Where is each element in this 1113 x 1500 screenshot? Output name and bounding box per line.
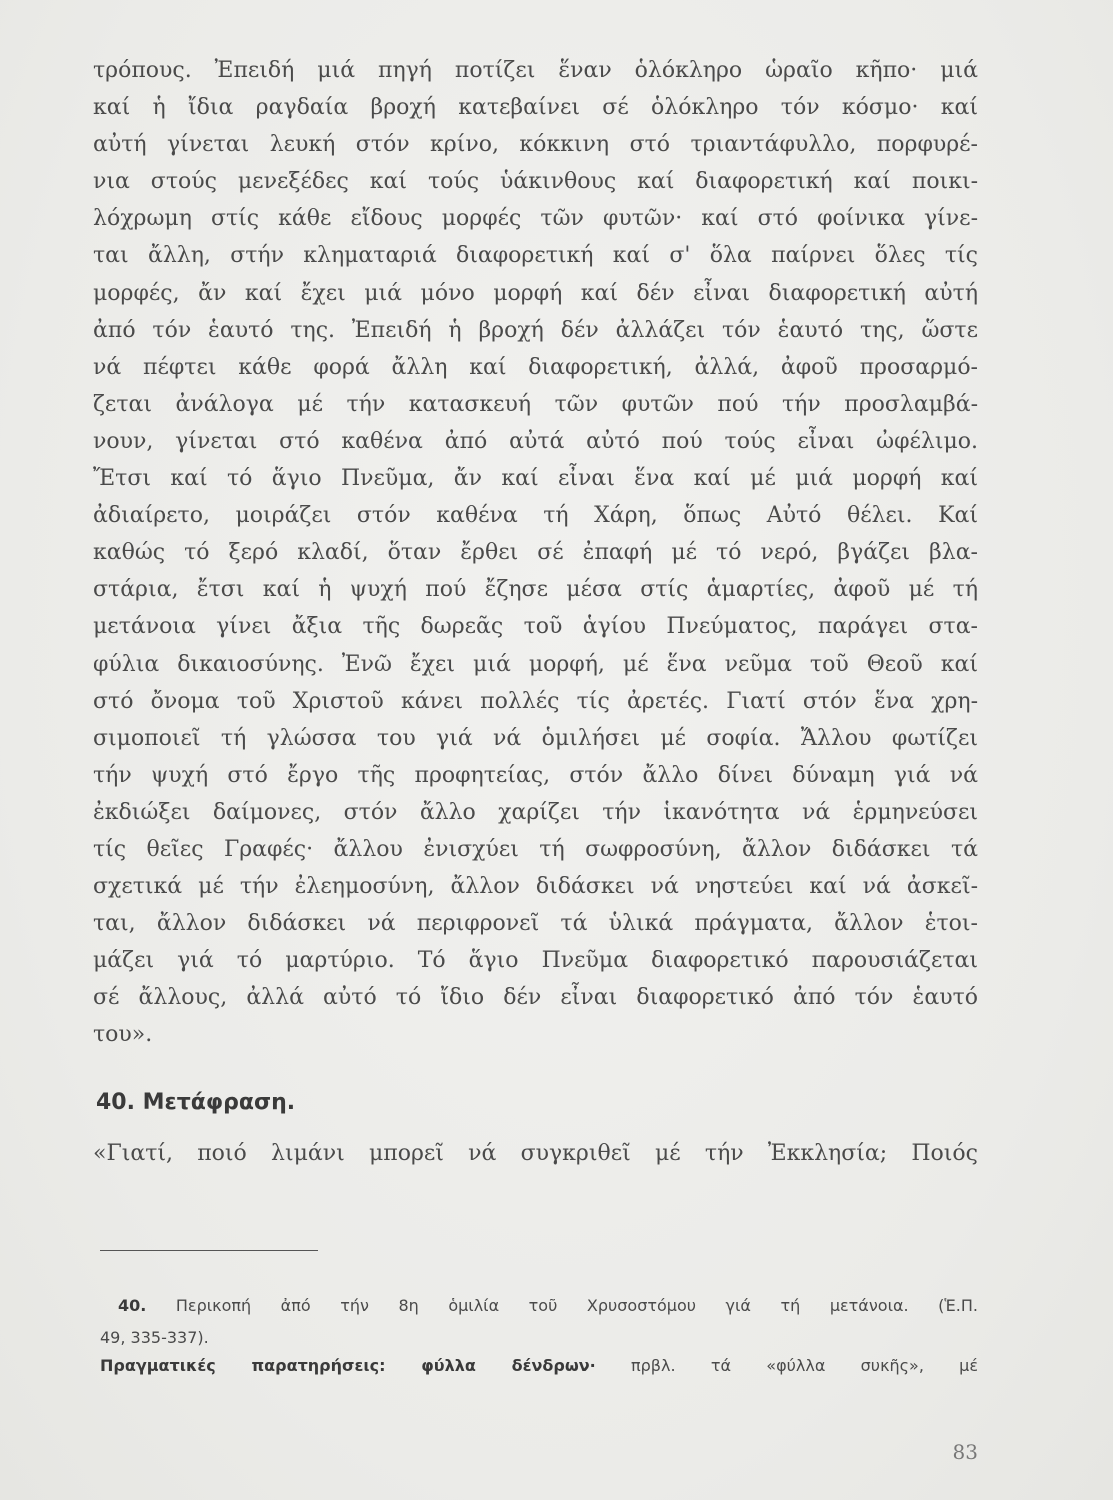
text-line: του». — [93, 1022, 153, 1048]
footnote-bold-label: Πραγματικές παρατηρήσεις: φύλλα δένδρων· — [100, 1356, 596, 1375]
footnote-text: Περικοπή ἀπό τήν 8η ὁμιλία τοῦ Χρυσοστόμου γιά τή μετάνοια. (Ἑ.Π. — [175, 1296, 978, 1315]
text-line: νά πέφτει κάθε φορά ἄλλη καί διαφορετική, ἀλλά, ἀφοῦ προσαρμό- — [93, 354, 978, 380]
text-line: φύλια δικαιοσύνης. Ἐνῶ ἔχει μιά μορφή, μέ ἕνα νεῦμα τοῦ Θεοῦ καί — [93, 651, 978, 677]
text-line: στό ὄνομα τοῦ Χριστοῦ κάνει πολλές τίς ἀρετές. Γιατί στόν ἕνα χρη- — [93, 688, 978, 714]
text-line: τήν ψυχή στό ἔργο τῆς προφητείας, στόν ἄλλο δίνει δύναμη γιά νά — [93, 762, 978, 788]
text-line: σιμοποιεῖ τή γλώσσα του γιά νά ὁμιλήσει μέ σοφία. Ἄλλου φωτίζει — [93, 725, 978, 751]
text-line: ἀπό τόν ἑαυτό της. Ἐπειδή ἡ βροχή δέν ἀλλάζει τόν ἑαυτό της, ὥστε — [93, 317, 978, 343]
footnote-line-2: 49, 335-337). — [100, 1328, 209, 1347]
footnote-number: 40. — [118, 1296, 147, 1315]
text-line: τίς θεῖες Γραφές· ἄλλου ἐνισχύει τή σωφροσύνη, ἄλλον διδάσκει τά — [93, 836, 978, 862]
text-line: μορφές, ἄν καί ἔχει μιά μόνο μορφή καί δέν εἶναι διαφορετική αὐτή — [93, 280, 978, 306]
text-line: ἀδιαίρετο, μοιράζει στόν καθένα τή Χάρη, ὅπως Αὐτό θέλει. Καί — [93, 503, 978, 529]
text-line: σέ ἄλλους, ἀλλά αὐτό τό ἴδιο δέν εἶναι διαφορετικό ἀπό τόν ἑαυτό — [93, 985, 978, 1011]
text-line: ται ἄλλη, στήν κληματαριά διαφορετική καί σ' ὅλα παίρνει ὅλες τίς — [93, 243, 978, 269]
section-intro-line: «Γιατί, ποιό λιμάνι μπορεῖ νά συγκριθεῖ μέ τήν Ἐκκλησία; Ποιός — [93, 1141, 978, 1166]
text-line: λόχρωμη στίς κάθε εἴδους μορφές τῶν φυτῶν· καί στό φοίνικα γίνε- — [93, 206, 978, 232]
text-line: καί ἡ ἴδια ραγδαία βροχή κατεβαίνει σέ ὁλόκληρο τόν κόσμο· καί — [93, 95, 978, 121]
text-line: ζεται ἀνάλογα μέ τήν κατασκευή τῶν φυτῶν πού τήν προσλαμβά- — [93, 391, 978, 417]
text-line: σχετικά μέ τήν ἐλεημοσύνη, ἄλλον διδάσκει νά νηστεύει καί νά ἀσκεῖ- — [93, 874, 978, 900]
footnote-line-3 — [100, 1356, 978, 1375]
section-heading: 40. Μετάφραση. — [96, 1090, 296, 1115]
text-line: νια στούς μενεξέδες καί τούς ὑάκινθους καί διαφορετική καί ποικι- — [93, 169, 978, 195]
text-line: ται, ἄλλον διδάσκει νά περιφρονεῖ τά ὑλικά πράγματα, ἄλλον ἑτοι- — [93, 911, 978, 937]
text-line: αὐτή γίνεται λευκή στόν κρίνο, κόκκινη στό τριαντάφυλλο, πορφυρέ- — [93, 132, 978, 158]
text-line: καθώς τό ξερό κλαδί, ὅταν ἔρθει σέ ἐπαφή μέ τό νερό, βγάζει βλα- — [93, 540, 978, 566]
page-number: 83 — [952, 1440, 978, 1464]
text-line: Ἔτσι καί τό ἅγιο Πνεῦμα, ἄν καί εἶναι ἕνα καί μέ μιά μορφή καί — [93, 466, 978, 492]
text-line: τρόπους. Ἐπειδή μιά πηγή ποτίζει ἕναν ὁλόκληρο ὡραῖο κῆπο· μιά — [93, 58, 978, 83]
body-text — [93, 52, 978, 1054]
text-line: ἐκδιώξει δαίμονες, στόν ἄλλο χαρίζει τήν ἱκανότητα νά ἑρμηνεύσει — [93, 799, 978, 825]
text-line: μάζει γιά τό μαρτύριο. Τό ἅγιο Πνεῦμα διαφορετικό παρουσιάζεται — [93, 948, 978, 974]
footnote-divider — [100, 1250, 318, 1251]
text-line: μετάνοια γίνει ἄξια τῆς δωρεᾶς τοῦ ἁγίου Πνεύματος, παράγει στα- — [93, 614, 978, 640]
text-line: νουν, γίνεται στό καθένα ἀπό αὐτά αὐτό πού τούς εἶναι ὠφέλιμο. — [93, 428, 978, 454]
text-line: στάρια, ἔτσι καί ἡ ψυχή πού ἔζησε μέσα στίς ἁμαρτίες, ἀφοῦ μέ τή — [93, 577, 978, 603]
footnote-text: πρβλ. τά «φύλλα συκῆς», μέ — [595, 1356, 979, 1375]
footnote-line-1 — [118, 1296, 978, 1315]
